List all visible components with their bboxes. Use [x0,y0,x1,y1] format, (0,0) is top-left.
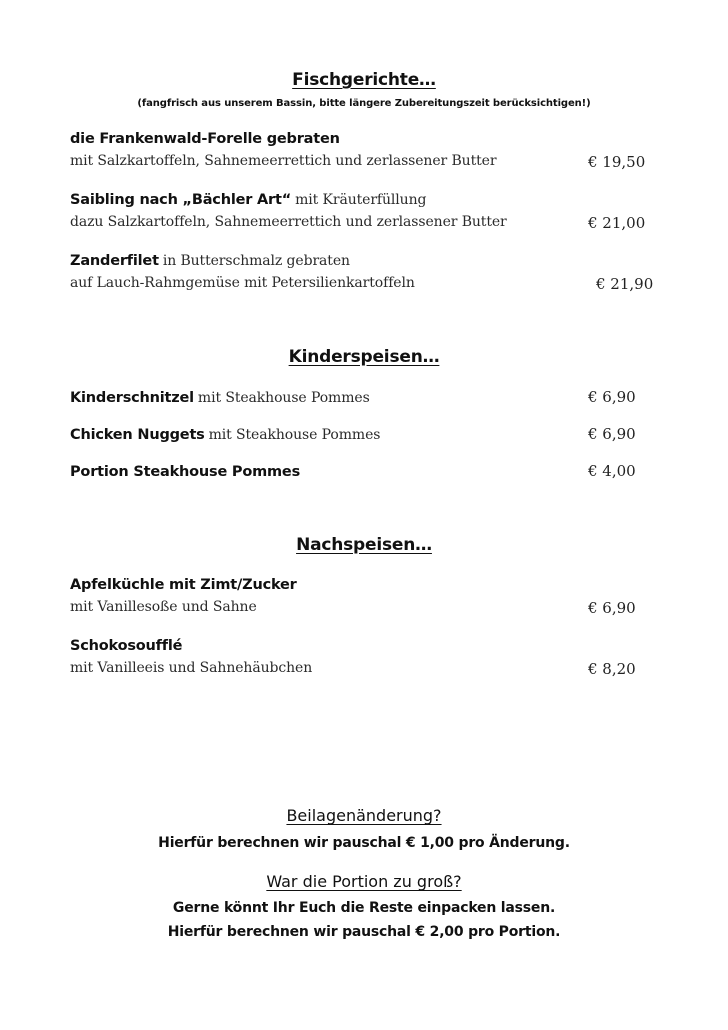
dish-description: mit Salzkartoffeln, Sahnemeerrettich und zerlassener Butter [70,153,497,169]
dish-name: Saibling nach „Bächler Art“ [70,192,292,208]
dish-name: Schokosoufflé [70,638,183,654]
menu-item-apfelkuechle [70,574,297,593]
menu-item-zanderfilet [70,250,350,269]
dish-name: Portion Steakhouse Pommes [70,464,301,480]
dish-description-inline: mit Kräuterfüllung [295,192,427,208]
footer-title-beilagenaenderung: Beilagenänderung? [286,806,442,825]
dish-description: mit Vanillesoße und Sahne [70,599,257,615]
menu-item-forelle [70,128,340,147]
dish-price: € 21,90 [596,275,654,293]
footer-text-beilagenaenderung: Hierfür berechnen wir pauschal € 1,00 pro Änderung. [158,835,570,851]
dish-price: € 4,00 [588,462,636,480]
dish-price: € 21,00 [588,214,646,232]
dish-name: die Frankenwald-Forelle gebraten [70,131,340,147]
section-title-nachspeisen: Nachspeisen… [296,535,432,555]
dish-name: Kinderschnitzel [70,390,194,406]
dish-name: Zanderfilet [70,253,159,269]
footer-text-portion-1: Gerne könnt Ihr Euch die Reste einpacken lassen. [172,900,556,916]
dish-price: € 8,20 [588,660,636,678]
dish-price: € 6,90 [588,425,636,443]
dish-price: € 19,50 [588,153,646,171]
dish-description: dazu Salzkartoffeln, Sahnemeerrettich und zerlassener Butter [70,214,507,230]
menu-item-chicken-nuggets [70,424,380,443]
menu-item-saibling [70,189,426,208]
footer-title-portion: War die Portion zu groß? [266,872,462,891]
section-title-kinderspeisen: Kinderspeisen… [288,347,440,367]
dish-description-inline: mit Steakhouse Pommes [208,427,381,443]
section-title-fischgerichte: Fischgerichte… [292,70,436,90]
menu-item-pommes [70,461,300,480]
dish-description-inline: in Butterschmalz gebraten [162,253,350,269]
footer-text-portion-2: Hierfür berechnen wir pauschal € 2,00 pro Portion. [167,924,561,940]
dish-description-inline: mit Steakhouse Pommes [197,390,370,406]
dish-name: Apfelküchle mit Zimt/Zucker [70,577,297,593]
dish-name: Chicken Nuggets [70,427,205,443]
dish-price: € 6,90 [588,599,636,617]
section-note-fischgerichte: (fangfrisch aus unserem Bassin, bitte längere Zubereitungszeit berücksichtigen!) [137,98,591,109]
dish-price: € 6,90 [588,388,636,406]
dish-description: auf Lauch-Rahmgemüse mit Petersilienkartoffeln [70,275,415,291]
dish-description: mit Vanilleeis und Sahnehäubchen [70,660,313,676]
menu-item-schokosouffle [70,635,182,654]
menu-item-kinderschnitzel [70,387,370,406]
